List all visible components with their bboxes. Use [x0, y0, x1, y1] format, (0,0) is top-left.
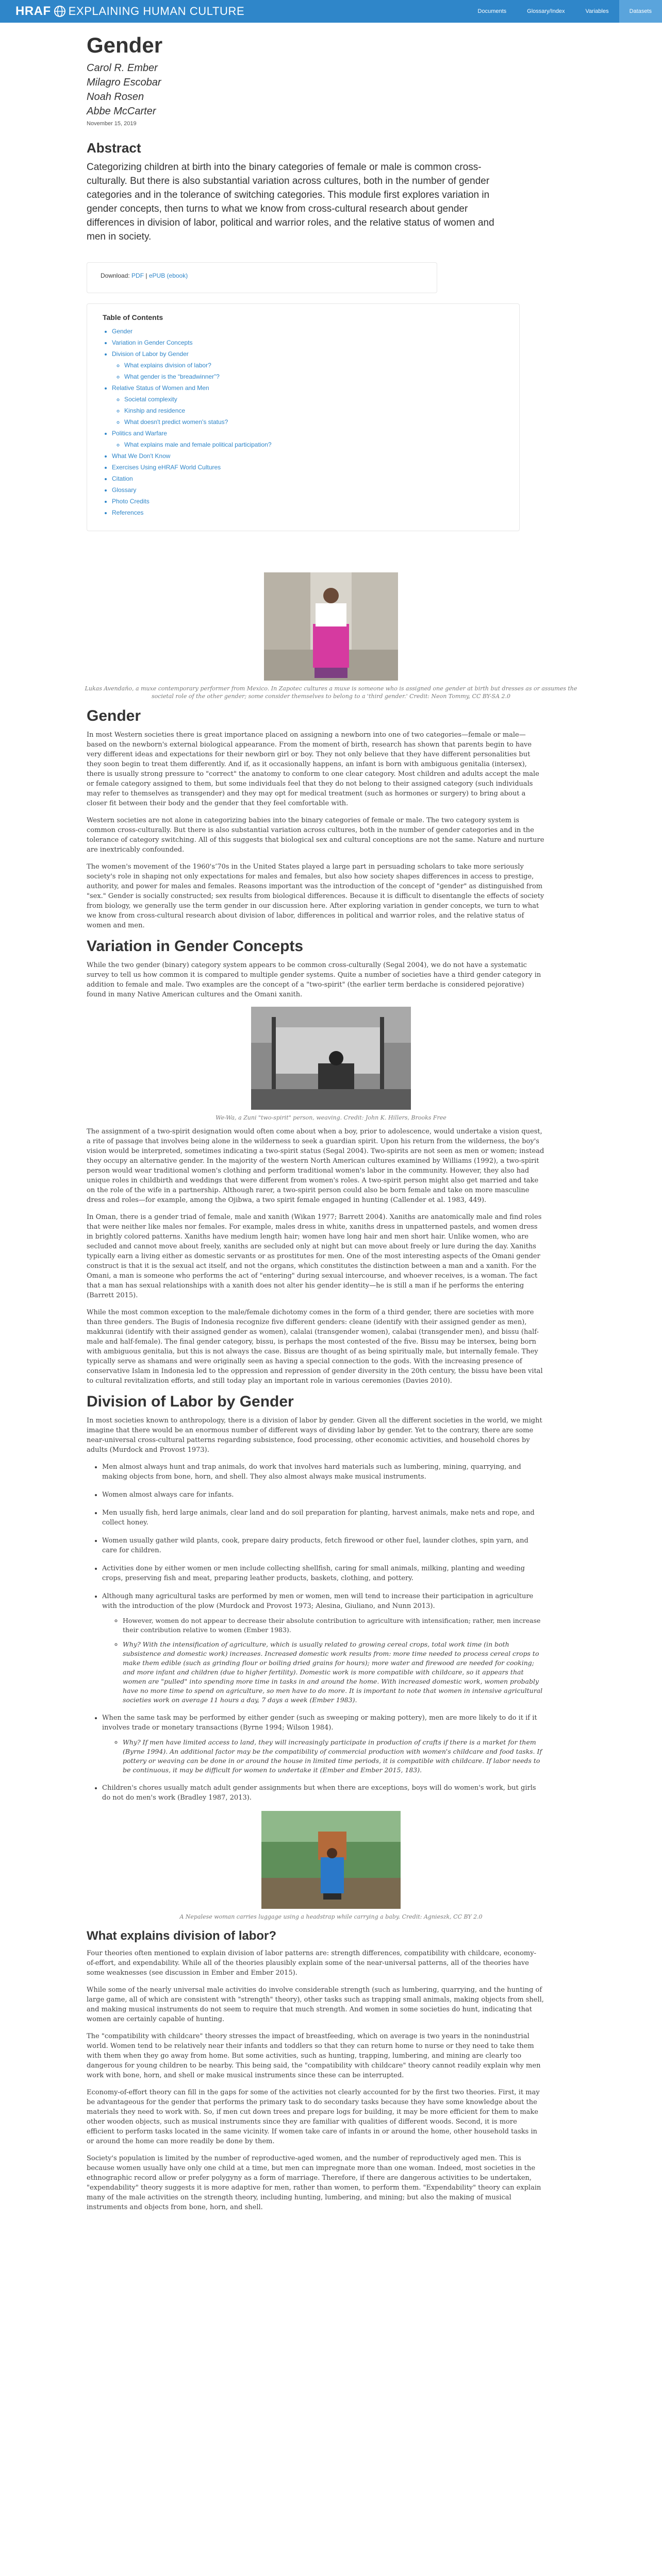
toc-item[interactable]: ◦ What doesn't predict women's status? [124, 416, 504, 428]
section-heading: What explains division of labor? [87, 1929, 277, 1943]
photo-nepalese-woman [261, 1811, 401, 1909]
paragraph: Economy-of-effort theory can fill in the gaps for some of the activities not clearly accounted for by the first two theories. First, it may be advantageous for the gender that performs the primary task to do secondary tasks because they have some knowledge about the materials they need to work with. So, if men cut down trees and prepare logs for building, it may be more efficient for them to make other wooden objects, such as musical instruments since they are familiar with qualities of different woods. Second, it is more efficient to perform tasks located in the same vicinity. If women take care of infants in or around the home, other household tasks in or around the home can more readily be done by them. [87, 2089, 540, 2145]
toc-item[interactable]: ◦ What explains male and female political participation? [124, 439, 504, 450]
list-item: • Men almost always hunt and trap animals, do work that involves hard materials such as lumbering, mining, quarrying, and making objects from bone, horn, and shell. They also almost always make musical instruments. [102, 1462, 544, 1482]
toc-item[interactable]: • What We Don't Know [112, 450, 504, 462]
section-variation [58, 938, 573, 999]
paragraph: In Oman, there is a gender triad of female, male and xanith (Wikan 1977; Barrett 2004). Xaniths are anatomically male and find roles that were neither like males nor females. For example, males dress in white, xaniths dress in unpatterned pastels, and women dress in brightly colored patterns. Xaniths have medium length hair; women have long hair and men short hair. Unlike women, who are secluded and cannot move about freely, xaniths are secluded only at night but can move about freely or lure during the day. Xaniths typically earn a living either as domestic servants or as prostitutes for men. One of the most interesting aspects of the Omani gender construct is that it is the sexual act itself, and not the organs, which constitutes the distinction between a man and a xanith. For the Omani, a man is someone who performs the act of "entering" during sexual intercourse, and whoever receives, is a woman. The fact that a man has sexual relationships with a xanith does not alter his gender identity—he is still a man if he performs the entering (Barrett 2015). [87, 1213, 542, 1299]
globe-icon [53, 5, 67, 18]
list-item: • When the same task may be performed by either gender (such as sweeping or making pottery), men are more likely to do it if it involves trade or monetary transactions (Byrne 1994; Wilson 1984). ◦ Why? If men have limited access to land, they will increasingly participate in production of crafts if there is a market for them (Byrne 1994). An additional factor may be the compatibility of commercial production with women's childcare and food tasks. If pottery or weaving can be done in or around the house in limited time periods, it is compatible with childcare. If labor needs to be continuous, it may be difficult for women to undertake it (Ember and Ember 2015, 183). [102, 1713, 544, 1775]
toc-item[interactable]: ◦ Kinship and residence [124, 405, 504, 416]
list-item: • Women usually gather wild plants, cook, prepare dairy products, fetch firewood or other fuel, launder clothes, spin yarn, and care for children. [102, 1536, 544, 1555]
toc-item[interactable]: • Politics and Warfare [112, 428, 504, 439]
toc-item[interactable]: • Photo Credits [112, 496, 504, 507]
download-box [87, 262, 437, 293]
nav-link-datasets[interactable]: Datasets [619, 0, 662, 23]
paragraph: Society's population is limited by the number of reproductive-aged women, and the number of reproductively aged men. This is because women usually have only one child at a time, but men can impregnate more than one woman. Indeed, most societies in the ethnographic record allow or prefer polygyny as a form of marriage. Therefore, if there are dangerous activities to be undertaken, "expendability" theory suggests it is more adaptive for men, rather than women, to perform them. "Expendability" theory can explain many of the male activities on the strength theory, including hunting, lumbering, and mining; but also the making of musical instruments and objects from bone, horn, and shell. [87, 2155, 541, 2211]
section-heading: Gender [87, 707, 141, 724]
section-explains [58, 1929, 573, 2212]
paragraph: While some of the nearly universal male activities do involve considerable strength (such as lumbering, quarrying, and the hunting of large game, all of which are consistent with "strength" theory), other tasks such as trapping small animals, making objects from shell, and making musical instruments do not seem to require that much strength. And women in some societies do hunt, indicating that women are certainly capable of hunting. [87, 1986, 544, 2023]
sub-list-item: ◦ However, women do not appear to decrease their absolute contribution to agriculture with intensification; rather, men increase their contribution relative to women (Ember 1983). [123, 1616, 544, 1635]
author-name: Abbe McCarter [87, 106, 156, 117]
site-logo[interactable] [15, 4, 244, 19]
toc-item[interactable]: • Citation [112, 473, 504, 484]
figure-nepalese-woman [58, 1811, 604, 1921]
article [58, 23, 604, 2219]
brand-text: EXPLAINING HUMAN CULTURE [68, 5, 245, 18]
toc-heading: Table of Contents [103, 313, 163, 321]
toc-item[interactable]: • Variation in Gender Concepts [112, 337, 504, 348]
page-title: Gender [87, 33, 163, 57]
paragraph: In most Western societies there is great importance placed on assigning a newborn into one of two categories—female or male—based on the newborn's external biological appearance. From the moment of birth, research has shown that parents begin to have very different ideas and expectations for their newborn girl or boy. They not only believe that they have different personalities but they soon begin to treat them differently. And if, as it occasionally happens, an infant is born with ambiguous genitalia (intersex), there is usually strong pressure to "correct" the anatomy to conform to one clear category. Most children and adults accept the male or female category assigned to them, but some individuals feel that they do not belong to their assigned category (such individuals may refer to themselves as transgender) and they may opt for medical treatment (such as hormones or surgery) to bring about a closer fit between their body and the gender that they feel comfortable with. [87, 731, 539, 807]
section-division [58, 1393, 573, 1803]
section-gender [58, 707, 573, 930]
author-name: Noah Rosen [87, 91, 144, 103]
photo-two-spirit-weaving [251, 1007, 411, 1110]
toc-item[interactable]: • Gender [112, 326, 504, 337]
abstract-text: Categorizing children at birth into the binary categories of female or male is common cross-culturally. But there is also substantial variation across cultures, both in the number of gender categories and in the tolerance of switching categories. This module first explores variation in gender concepts, then turns to what we know from cross-cultural research about gender differences in division of labor, political and warrior roles, and the relative status of women and men in society. [87, 162, 494, 242]
figure-two-spirit [58, 1007, 604, 1122]
toc-item[interactable]: ◦ Societal complexity [124, 394, 504, 405]
figure-caption: We-Wa, a Zuni "two-spirit" person, weaving. Credit: John K. Hillers, Brooks Free [216, 1114, 446, 1121]
top-navigation-bar [0, 0, 662, 23]
toc-item[interactable]: • Division of Labor by Gender [112, 348, 504, 360]
paragraph: The women's movement of the 1960's’70s in the United States played a large part in persuading scholars to take more seriously society's role in shaping not only expectations for males and females, but also how society shapes differences in access to prestige, authority, and power for males and females. Reasons important was the introduction of the concept of "gender" as distinguished from "sex." Gender is socially constructed; sex results from biological differences. Because it is difficult to disentangle the effects of society from biology, we generally use the term gender in our discussion here. After exploring variation in gender concepts, we turn to what we know from cross-cultural research about division of labor, differences in political and warrior roles, and the relative status of women and men. [87, 863, 544, 929]
figure-caption: A Nepalese woman carries luggage using a headstrap while carrying a baby. Credit: Agnieszk, CC BY 2.0 [179, 1913, 483, 1920]
paragraph: Four theories often mentioned to explain division of labor patterns are: strength differences, compatibility with childcare, economy-of-effort, and expendability. While all of the theories plausibly explain some of the near-universal patterns, all of the theories have some weaknesses (see discussion in Ember and Ember 2015). [87, 1950, 536, 1977]
figure-caption: Lukas Avendaño, a muxe contemporary performer from Mexico. In Zapotec cultures a muxe is someone who is assigned one gender at birth but dresses as or assumes the societal role of the other gender; some consider themselves to belong to a 'third gender.' Credit: Neon Tommy, CC BY-SA 2.0 [85, 685, 577, 700]
list-item: • Although many agricultural tasks are performed by men or women, men will tend to increase their participation in agriculture with the introduction of the plow (Murdock and Provost 1973; Alesina, Giuliano, and Nunn 2013). ◦ However, women do not appear to decrease their absolute contribution to agriculture with intensification; rather, men increase their contribution relative to women (Ember 1983). ◦ Why? With the intensification of agriculture, which is usually related to growing cereal crops, total work time (in both subsistence and domestic work) increases. Increased domestic work results from: more time needed to process cereal crops to make them edible (such as grinding flour or boiling dried grains for hours); more water and firewood are needed for cooking; and more infant and children (due to higher fertility). Domestic work is more compatible with childcare, so it appears that women are "pulled" into spending more time in tasks in and around the home. With increased domestic work, women probably have no more time to spend on agriculture, so men have to do more. It is important to note that women in intensive agricultural societies work on average 11 hours a day, 7 days a week (Ember 1983). [102, 1591, 544, 1705]
toc-item[interactable]: • Exercises Using eHRAF World Cultures [112, 462, 504, 473]
paragraph: Western societies are not alone in categorizing babies into the binary categories of female or male. The two category system is common cross-culturally. But there is also substantial variation across cultures, both in the number of gender categories and in the tolerance of category switching. All of this suggests that biological sex and cultural conceptions are not the same. Nature and nurture are inextricably confounded. [87, 817, 544, 854]
nav-link-variables[interactable]: Variables [585, 8, 609, 14]
download-separator: | [145, 272, 147, 279]
nav-link-glossary[interactable]: Glossary/Index [527, 8, 565, 14]
list-item: • Children's chores usually match adult gender assignments but when there are exceptions, boys will do women's work, but girls do not do men's work (Bradley 1987, 2013). [102, 1783, 544, 1803]
section-heading: Division of Labor by Gender [87, 1393, 294, 1410]
list-item: • Activities done by either women or men include collecting shellfish, caring for small animals, milking, planting and weeding crops, preserving fish and meat, preparing leather products, baskets, clothing, and pottery. [102, 1564, 544, 1583]
section-variation-cont [58, 1127, 573, 1386]
toc-item[interactable]: • Relative Status of Women and Men [112, 382, 504, 394]
download-epub-link[interactable]: ePUB (ebook) [148, 272, 188, 279]
toc-item[interactable]: • Glossary [112, 484, 504, 496]
paragraph: While the most common exception to the male/female dichotomy comes in the form of a third gender, there are societies with more than three genders. The Bugis of Indonesia recognize five different genders: cleane (identify with their assigned gender as men), makkunrai (identify with their assigned gender as women), calalai (transgender women), calabai (transgender men), and bissu (half-male and half-female). The final gender category, bissu, is perhaps the most contested of the five. Bissu may be intersex, being born with ambiguous genitalia, but this is not always the case. Bissus are thought of as being spiritually male, but internally female. They typically serve as shamans and were originally seen as having a special connection to the gods. With the increasing presence of conservative Islam in Indonesia led to the oppression and repression of gender diversity in the 20th century, the bissu have been vital to cultural revitalization efforts, and still today play an important role in various ceremonies (Davies 2010). [87, 1309, 543, 1385]
table-of-contents [87, 303, 520, 531]
author-name: Carol R. Ember [87, 62, 158, 74]
paragraph: While the two gender (binary) category system appears to be common cross-culturally (Segal 2004), we do not have a systematic survey to tell us how common it is compared to multiple gender systems. Quite a number of societies have a third gender category in addition to female and male. Two examples are the concept of a "two-spirit" (the earlier term berdache is considered pejorative) found in many Native American cultures and the Omani xanith. [87, 961, 541, 998]
toc-item[interactable]: ◦ What gender is the “breadwinner”? [124, 371, 504, 382]
section-heading: Variation in Gender Concepts [87, 938, 304, 955]
publish-date: November 15, 2019 [87, 121, 137, 127]
nav-link-documents[interactable]: Documents [477, 8, 507, 14]
list-item: • Women almost always care for infants. [102, 1490, 544, 1500]
download-label: Download: [101, 272, 130, 279]
sub-list-item: ◦ Why? If men have limited access to land, they will increasingly participate in production of crafts if there is a market for them (Byrne 1994). An additional factor may be the compatibility of commercial production with women's childcare and food tasks. If pottery or weaving can be done in or around the house in limited time periods, it is compatible with childcare. If labor needs to be continuous, it may be difficult for women to undertake it (Ember and Ember 2015, 183). [123, 1738, 544, 1775]
article-header [58, 23, 604, 244]
paragraph: In most societies known to anthropology, there is a division of labor by gender. Given all the different societies in the world, we might imagine that there would be an enormous number of different ways of dividing labor by gender. Yet to the contrary, there are some near-universal cross-cultural patterns regarding subsistence, food processing, other economic activities, and household chores by adults (Murdock and Provost 1973). [87, 1417, 542, 1454]
author-name: Milagro Escobar [87, 77, 161, 88]
download-pdf-link[interactable]: PDF [131, 272, 144, 279]
figure-muxe [58, 572, 604, 700]
brand-mark: HRAF [15, 4, 51, 18]
toc-item[interactable]: • References [112, 507, 504, 518]
paragraph: The assignment of a two-spirit designation would often come about when a boy, prior to adolescence, would undertake a vision quest, a rite of passage that involves being alone in the wilderness to seek a guardian spirit. Upon his return from the wilderness, the boy's vision would be interpreted, sometimes indicating a two-spirit status (Segal 2004). Two-spirits are not seen as men or women; instead they occupy an alternative gender. In the majority of the western North American cultures examined by Williams (1992), a two-spirit person would wear traditional women's clothing and perform traditional women's labor in the community. However, they also had unique roles in childbirth and weddings that were different from women's roles. A two-spirit person might also get married and take on the role of the wife in a partnership. Although rarer, a two-spirit person could also be born female and take on more masculine dress and roles—for example, among the Ojibwa, a two spirit female engaged in hunting (Callender et al. 1983, 449). [87, 1128, 544, 1204]
division-list [87, 1462, 544, 1803]
main-nav [468, 0, 662, 23]
toc-item[interactable]: ◦ What explains division of labor? [124, 360, 504, 371]
sub-list-item: ◦ Why? With the intensification of agriculture, which is usually related to growing cereal crops, total work time (in both subsistence and domestic work) increases. Increased domestic work results from: more time needed to process cereal crops to make them edible (such as grinding flour or boiling dried grains for hours); more water and firewood are needed for cooking; and more infant and children (due to higher fertility). Domestic work is more compatible with childcare, so it appears that women are "pulled" into spending more time in tasks in and around the home. With increased domestic work, women probably have no more time to spend on agriculture, so men have to do more. It is important to note that women in intensive agricultural societies work on average 11 hours a day, 7 days a week (Ember 1983). [123, 1640, 544, 1705]
abstract-heading: Abstract [87, 140, 141, 156]
paragraph: The "compatibility with childcare" theory stresses the impact of breastfeeding, which on average is two years in the nonindustrial world. Women tend to be relatively near their infants and toddlers so that they can return home to nurse or they need to take them with them when they go away from home. But some activities, such as hunting, trapping, lumbering, and mining are clearly too dangerous for young children to be nearby. This being said, the "compatibility with childcare" theory cannot readily explain why men work with bone, horn, and shell or make musical instruments since these can be interrupted. [87, 2032, 541, 2079]
photo-muxe-performer [264, 572, 398, 681]
list-item: • Men usually fish, herd large animals, clear land and do soil preparation for planting, harvest animals, make nets and rope, and collect honey. [102, 1508, 544, 1528]
